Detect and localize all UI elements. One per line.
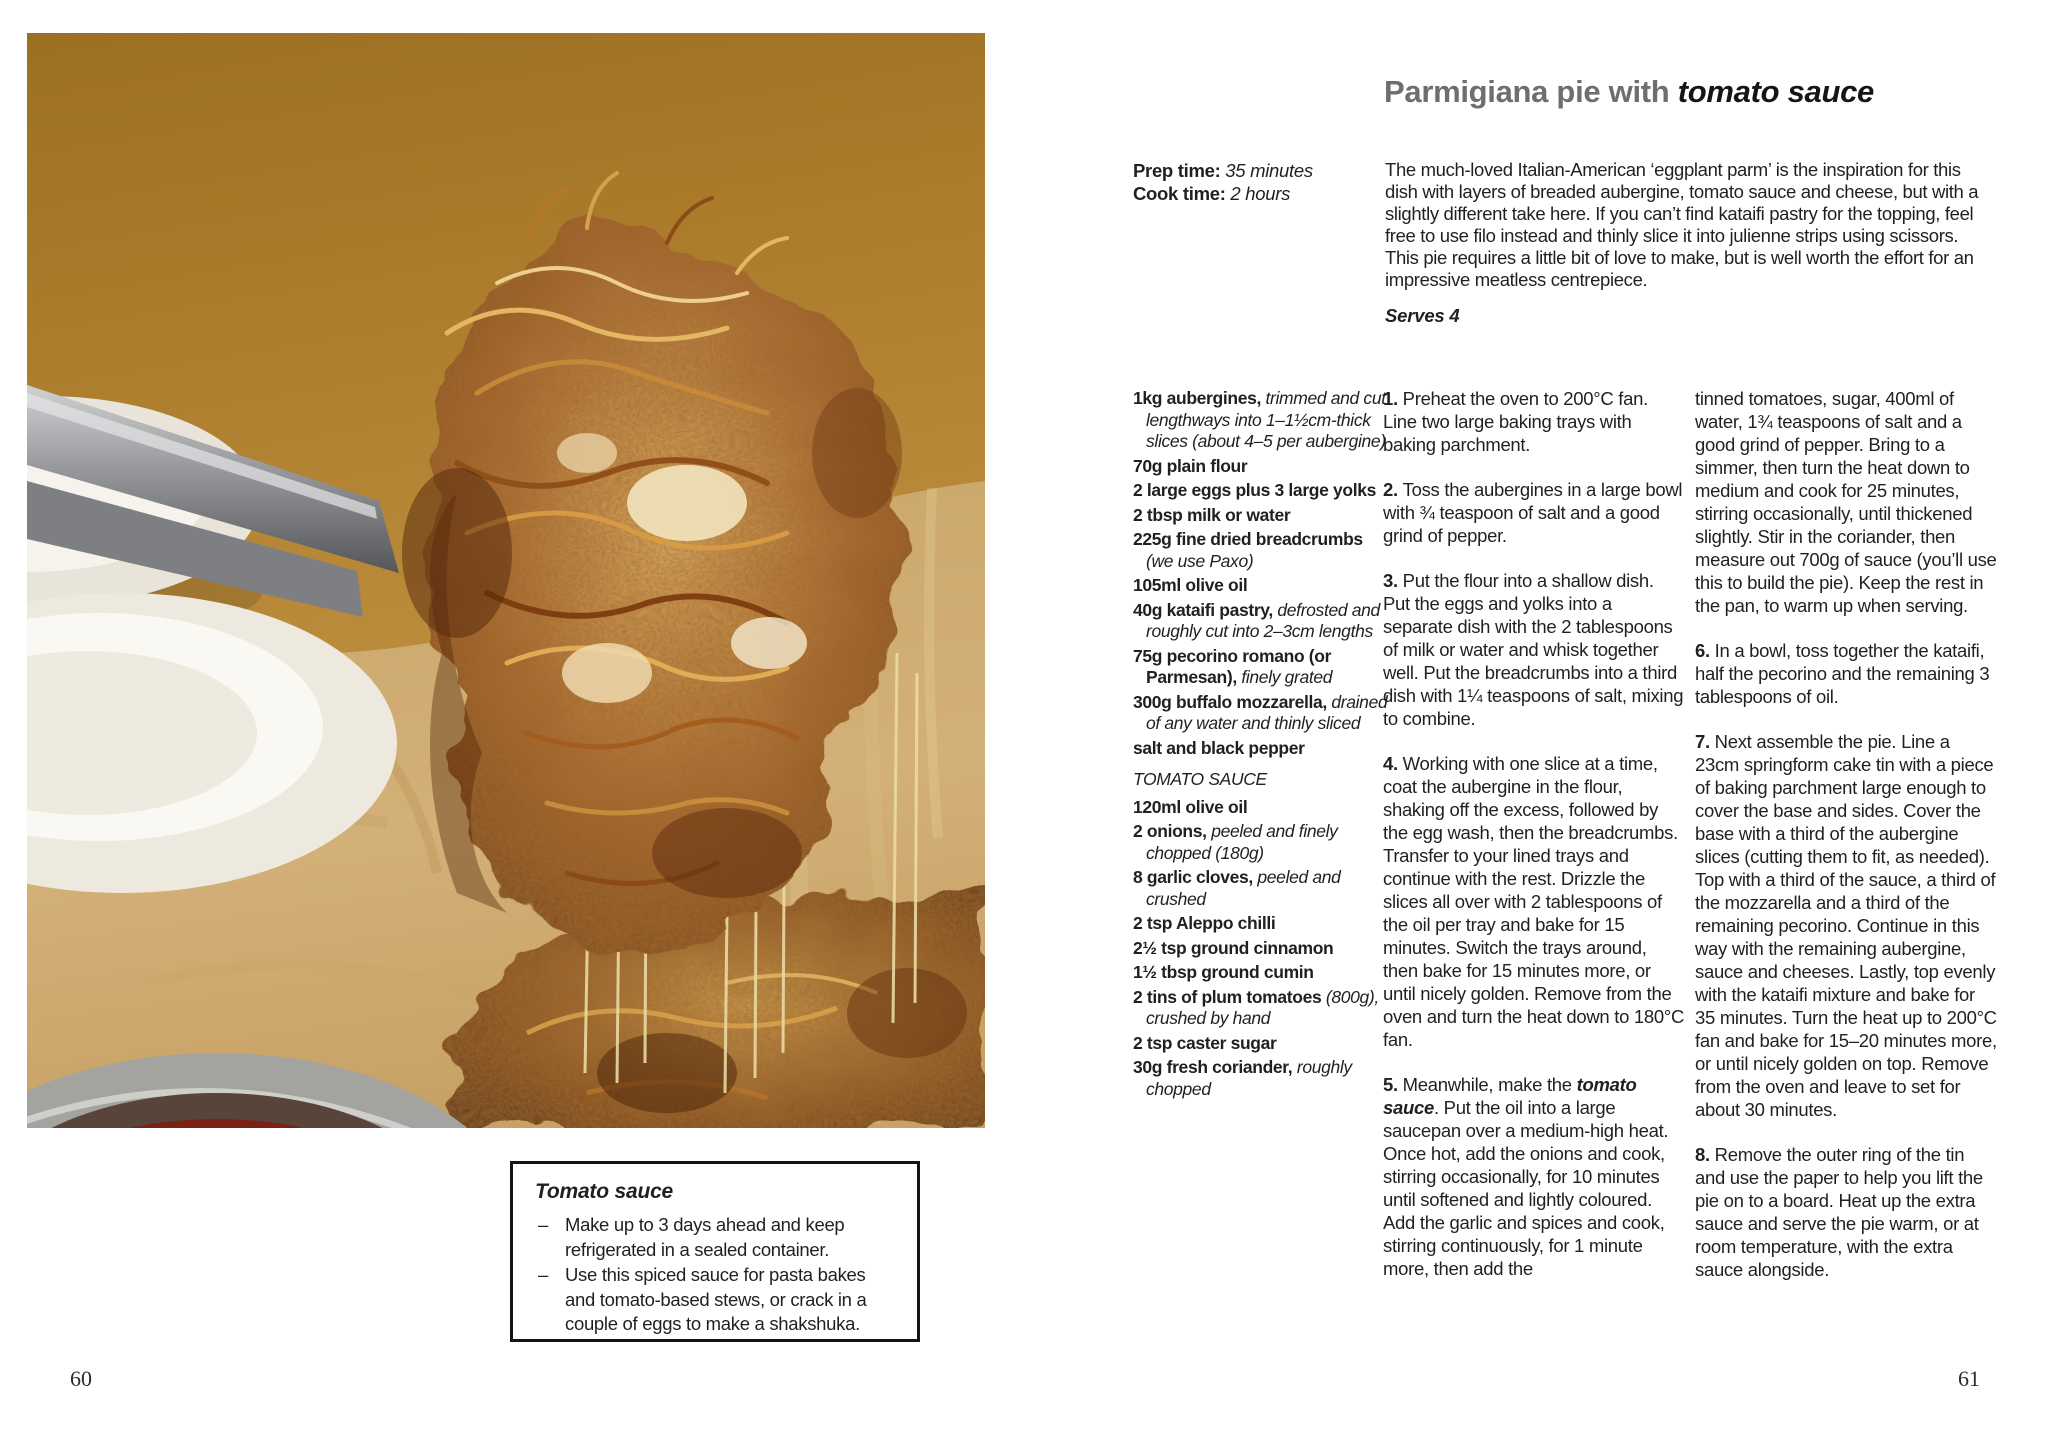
instructions-column-2 [1695, 387, 1997, 1303]
tip-box-items [535, 1213, 899, 1337]
instruction-step: 2. Toss the aubergines in a large bowl with ¾ teaspoon of salt and a good grind of pepper. [1383, 479, 1683, 546]
dash-bullet: – [538, 1264, 548, 1285]
instruction-step: 1. Preheat the oven to 200°C fan. Line two large baking trays with baking parchment. [1383, 388, 1648, 455]
ingredient-item [1133, 646, 1391, 689]
ingredient-note: finely grated [1241, 667, 1333, 687]
ingredient-name: 1½ tbsp ground cumin [1133, 962, 1314, 982]
meta-label: Cook time: [1133, 183, 1226, 204]
parmigiana-photo-illustration [27, 33, 985, 1128]
instruction-step: 3. Put the flour into a shallow dish. Put the eggs and yolks into a separate dish with the 2 tablespoons of milk or water and whisk together well. Put the breadcrumbs into a third dish with 1¼ teaspoons of salt, mixing to combine. [1383, 570, 1684, 729]
serves-label: Serves 4 [1385, 305, 1460, 326]
ingredient-item [1133, 738, 1391, 760]
ingredient-item [1133, 388, 1391, 453]
meta-line [1133, 159, 1383, 182]
meta-value: 2 hours [1225, 183, 1291, 204]
ingredient-name: 8 garlic cloves, [1133, 867, 1253, 887]
ingredient-name: 2 tsp caster sugar [1133, 1032, 1277, 1053]
ingredient-note: (we use Paxo) [1146, 550, 1254, 571]
page-number-left: 60 [70, 1366, 92, 1391]
step-number: 5. [1383, 1074, 1403, 1095]
instruction-step: 7. Next assemble the pie. Line a 23cm springform cake tin with a piece of baking parchment large enough to cover the base and sides. Cover the base with a third of the aubergine slices (cutting them to fit, as needed). Top with a third of the sauce, a third of the mozzarella and a third of the remaining pecorino. Continue in this way with the remaining aubergine, sauce and cheeses. Lastly, top evenly with the kataifi mixture and bake for 35 minutes. Turn the heat up to 200°C fan and bake for 15–20 minutes more, or until nicely golden on top. Remove from the oven and leave to set for about 30 minutes. [1695, 731, 1997, 1120]
ingredient-item [1133, 987, 1391, 1030]
ingredient-section-heading: TOMATO SAUCE [1133, 769, 1267, 789]
recipe-title [1384, 74, 1874, 110]
ingredient-note: peeled and finely chopped (180g) [1146, 821, 1338, 863]
ingredient-item [1133, 505, 1391, 527]
ingredient-note: peeled and crushed [1146, 867, 1341, 909]
step-number: 4. [1383, 753, 1403, 774]
ingredient-name: 70g plain flour [1133, 455, 1248, 476]
step-number: 2. [1383, 479, 1403, 500]
ingredient-item [1133, 797, 1391, 819]
ingredient-note: (800g), crushed by hand [1146, 986, 1379, 1028]
dash-bullet: – [538, 1214, 548, 1235]
ingredient-name: 2 tsp Aleppo chilli [1133, 913, 1276, 933]
step-number: 1. [1383, 388, 1403, 409]
tip-item-text: Make up to 3 days ahead and keep refrigerated in a sealed container. [565, 1214, 845, 1260]
ingredient-name: 2 tbsp milk or water [1133, 504, 1291, 525]
step-emphasis: tomato sauce [1383, 1074, 1637, 1118]
tip-box [510, 1161, 920, 1342]
ingredient-item [1133, 938, 1391, 960]
meta-label: Prep time: [1133, 160, 1221, 181]
recipe-meta [1133, 159, 1383, 205]
instruction-step: 6. In a bowl, toss together the kataifi, half the pecorino and the remaining 3 tablespoons of oil. [1695, 640, 1990, 707]
ingredient-name: 1kg aubergines, [1133, 388, 1261, 408]
ingredient-name: 2½ tsp ground cinnamon [1133, 937, 1334, 958]
meta-value: 35 minutes [1220, 160, 1313, 181]
ingredient-name: 120ml olive oil [1133, 796, 1248, 817]
step-number: 3. [1383, 570, 1403, 591]
ingredient-item [1133, 962, 1391, 984]
ingredient-item [1133, 480, 1391, 502]
ingredient-item [1133, 913, 1391, 935]
ingredient-name: 300g buffalo mozzarella, [1133, 691, 1327, 712]
step-number: 8. [1695, 1144, 1715, 1165]
tip-box-title: Tomato sauce [535, 1180, 674, 1203]
ingredient-item [1133, 867, 1391, 910]
ingredient-name: 75g pecorino romano (or Parmesan), [1133, 645, 1332, 687]
ingredient-name: 2 large eggs plus 3 large yolks [1133, 480, 1377, 500]
instruction-step: tinned tomatoes, sugar, 400ml of water, 1¾ teaspoons of salt and a good grind of pepper. Bring to a simmer, then turn the heat down to medium and cook for 25 minutes, stirring occasionally, until thickened slightly. Stir in the coriander, then measure out 700g of sauce (you’ll use this to build the pie). Keep the rest in the pan, to warm up when serving. [1695, 388, 1997, 616]
ingredients-list [1133, 388, 1391, 1103]
ingredient-item [1133, 821, 1391, 864]
ingredient-name: 2 tins of plum tomatoes [1133, 986, 1322, 1007]
meta-line [1133, 182, 1383, 205]
recipe-intro: The much-loved Italian-American ‘eggplant parm’ is the inspiration for this dish with layers of breaded aubergine, tomato sauce and cheese, but with a slightly different take here. If you can’t find kataifi pastry for the topping, feel free to use filo instead and thinly slice it into julienne strips using scissors. This pie requires a little bit of love to make, but is well worth the effort for an impressive meatless centrepiece. [1385, 159, 1979, 290]
ingredient-item [1133, 529, 1391, 572]
ingredient-name: 105ml olive oil [1133, 575, 1248, 595]
ingredient-item [1133, 600, 1391, 643]
ingredient-name: 40g kataifi pastry, [1133, 599, 1273, 620]
ingredient-note: drained of any water and thinly sliced [1146, 691, 1388, 733]
instructions-column-1 [1383, 387, 1685, 1302]
ingredient-item [1133, 1033, 1391, 1055]
ingredient-item [1133, 1057, 1391, 1100]
recipe-title-emphasis: tomato sauce [1677, 74, 1874, 109]
tip-item [535, 1263, 899, 1337]
recipe-title-plain: Parmigiana pie with [1384, 74, 1678, 109]
ingredient-name: 30g fresh coriander, [1133, 1057, 1293, 1077]
ingredient-item [1133, 575, 1391, 597]
ingredient-name: salt and black pepper [1133, 737, 1305, 758]
tip-item [535, 1213, 899, 1262]
step-number: 7. [1695, 731, 1715, 752]
ingredient-item [1133, 456, 1391, 478]
instruction-step: 5. Meanwhile, make the tomato sauce. Put the oil into a large saucepan over a medium-high heat. Once hot, add the onions and cook, stirring occasionally, for 10 minutes until softened and lightly coloured. Add the garlic and spices and cook, stirring continuously, for 1 minute more, then add the [1383, 1074, 1669, 1279]
instruction-step: 4. Working with one slice at a time, coat the aubergine in the flour, shaking off the excess, followed by the egg wash, then the breadcrumbs. Transfer to your lined trays and continue with the rest. Drizzle the slices all over with 2 tablespoons of the oil per tray and bake for 15 minutes. Switch the trays around, then bake for 15 minutes more, or until nicely golden. Remove from the oven and turn the heat down to 180°C fan. [1383, 753, 1685, 1050]
ingredient-note: defrosted and roughly cut into 2–3cm lengths [1146, 599, 1380, 641]
step-number: 6. [1695, 640, 1715, 661]
ingredient-note: roughly chopped [1146, 1057, 1352, 1099]
ingredient-name: 225g fine dried breadcrumbs [1133, 529, 1363, 549]
ingredient-item [1133, 692, 1391, 735]
food-photo [27, 33, 985, 1128]
tip-item-text: Use this spiced sauce for pasta bakes and tomato-based stews, or crack in a couple of eggs to make a shakshuka. [565, 1264, 867, 1334]
ingredient-name: 2 onions, [1133, 821, 1207, 841]
instruction-step: 8. Remove the outer ring of the tin and use the paper to help you lift the pie on to a board. Heat up the extra sauce and serve the pie warm, or at room temperature, with the extra sauce alongside. [1695, 1144, 1983, 1280]
ingredient-note: trimmed and cut lengthways into 1–1½cm-thick slices (about 4–5 per aubergine) [1146, 388, 1386, 451]
page-number-right: 61 [1958, 1366, 1980, 1391]
